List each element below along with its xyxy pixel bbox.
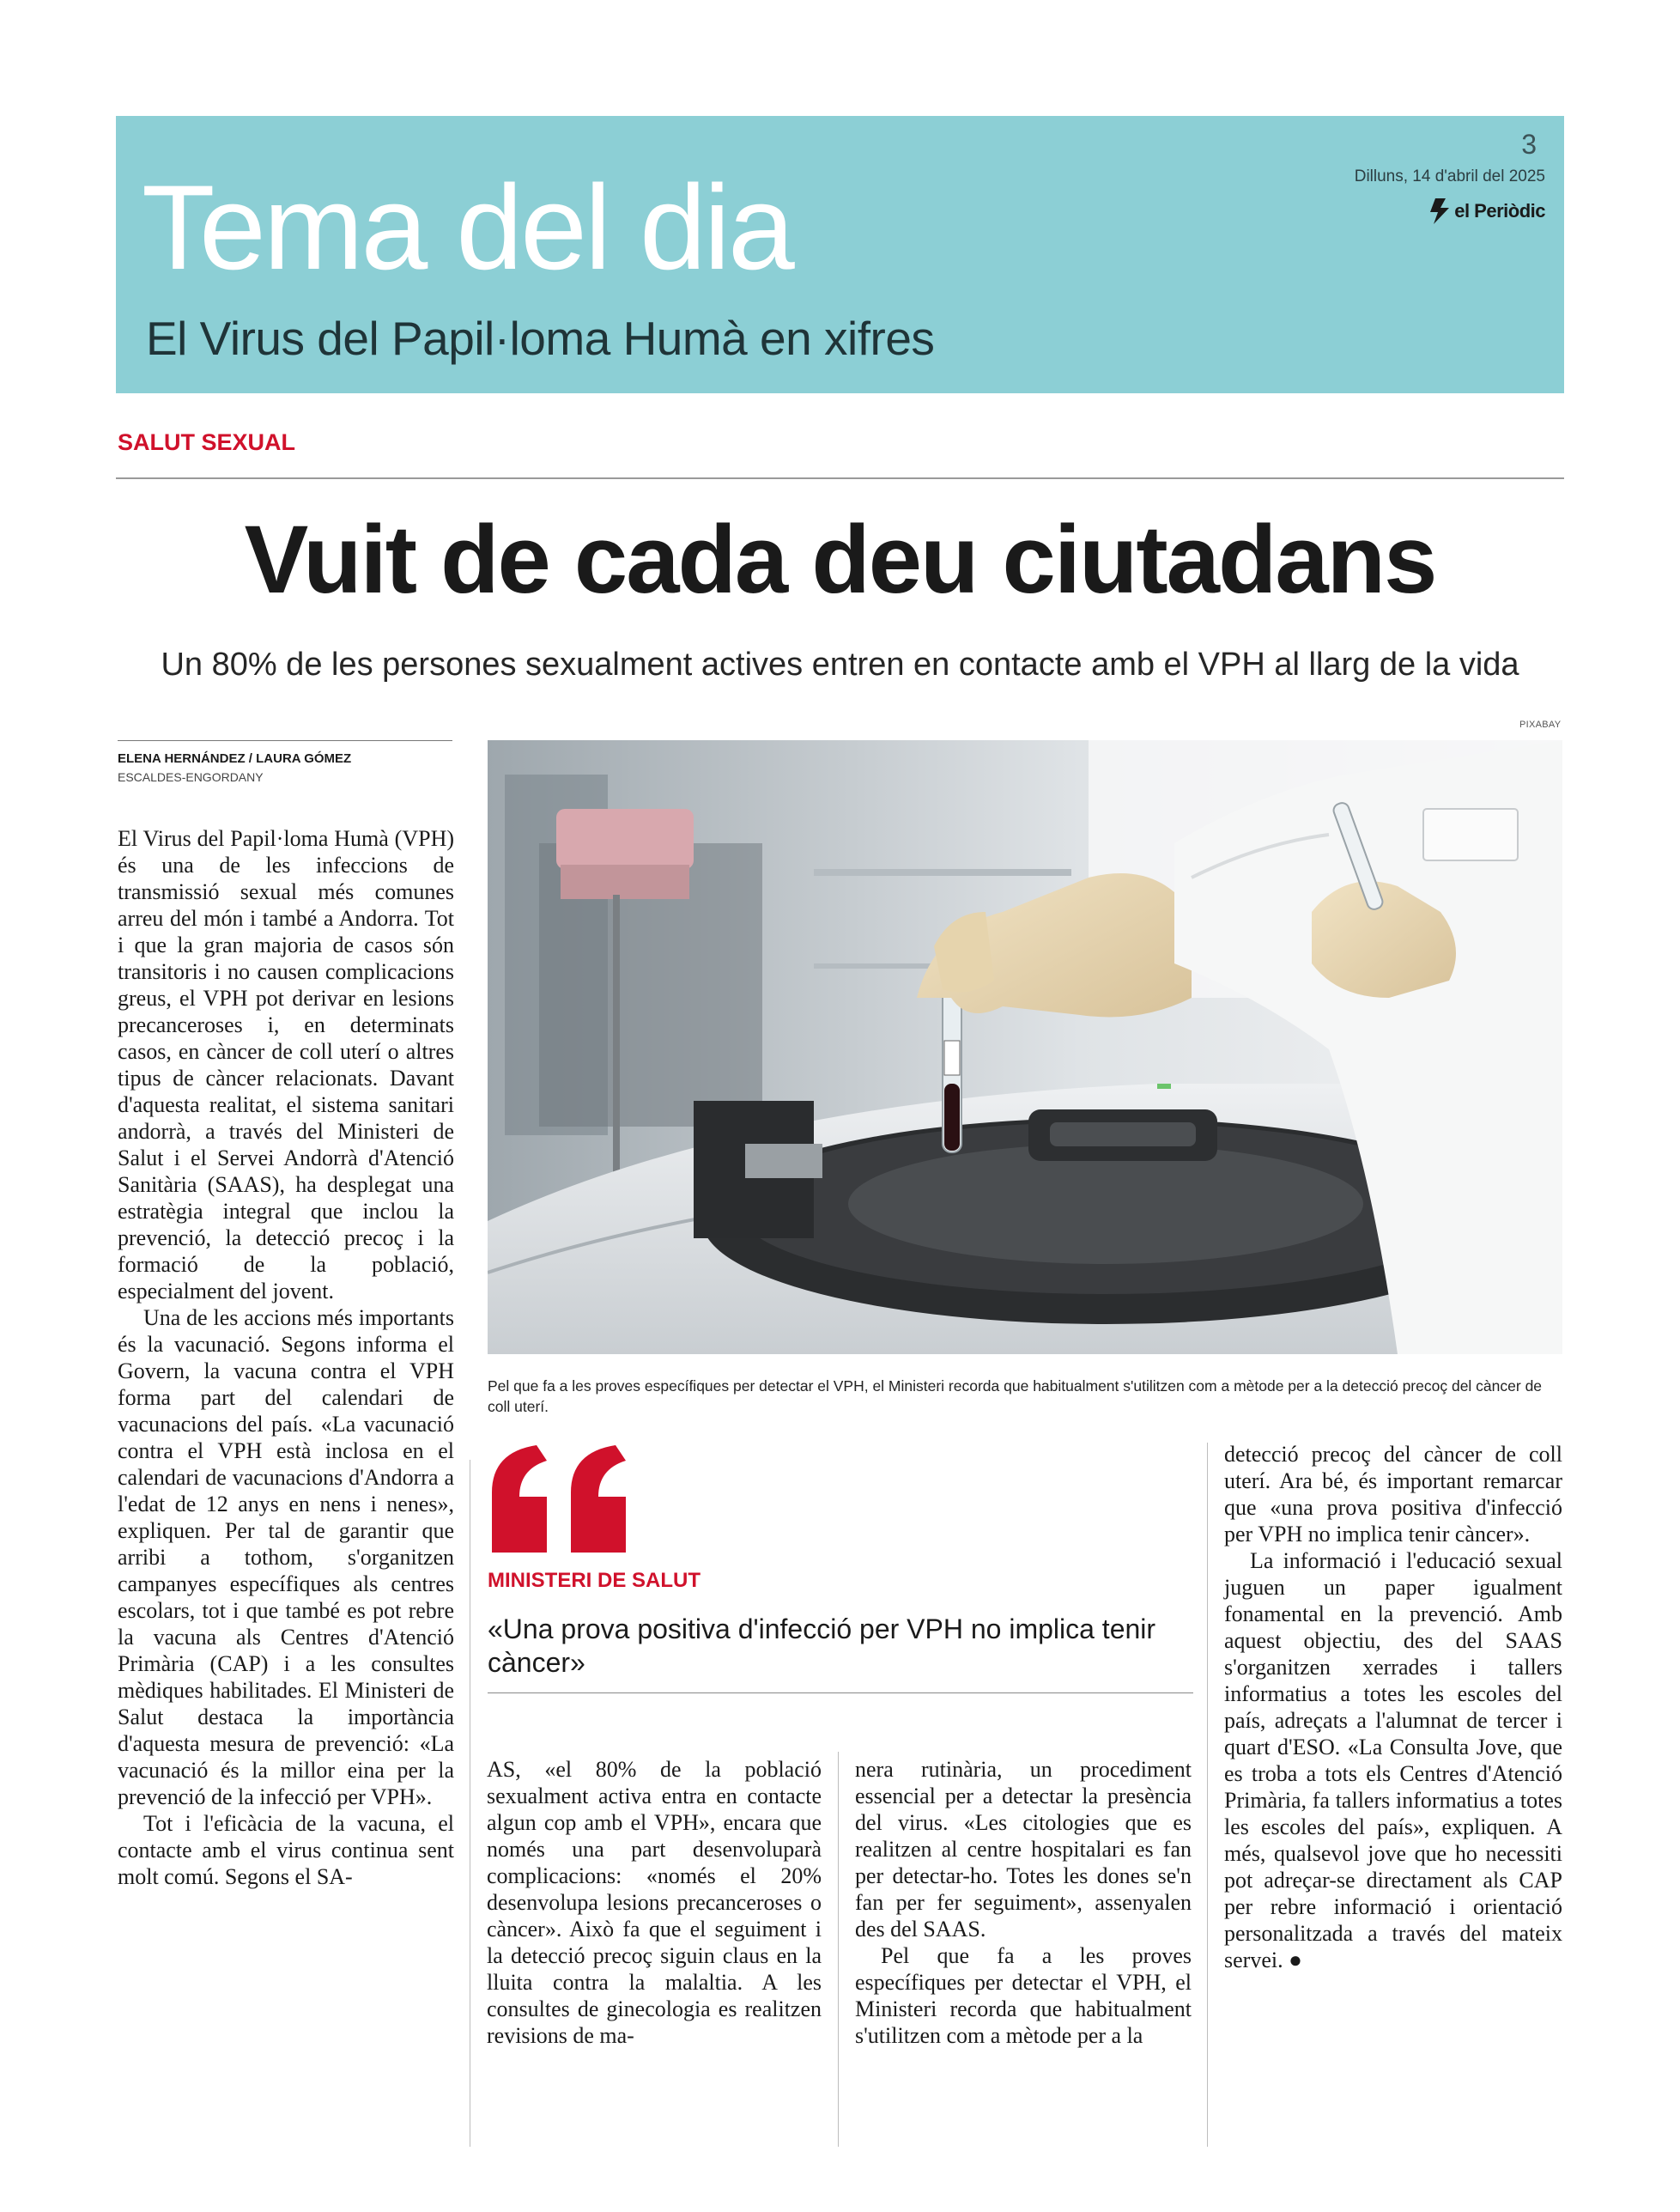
headline: Vuit de cada deu ciutadans [244,506,1436,613]
paragraph: El Virus del Papil·loma Humà (VPH) és una de les infeccions de transmissió sexual més comunes arreu del món i també a Andorra. Tot i que la gran majoria de casos són transitoris i no causen complicacions greus, el VPH pot derivar en lesions precanceroses i, en determinats casos, en càncer de coll uterí o altres tipus de càncer relacionats. Davant d'aquesta realitat, el sistema sanitari andorrà, a través del Ministeri de Salut i el Servei Andorrà d'Atenció Sanitària (SAAS), ha desplegat una estratègia integral que inclou la prevenció, la detecció precoç i la formació de la població, especialment del jovent. [118,826,454,1304]
divider [488,1692,1193,1693]
page-number: 3 [1521,129,1537,160]
logo-text: el Periòdic [1454,200,1545,222]
byline-divider [118,740,452,741]
section-title: Tema del dia [142,160,792,295]
subheadline: Un 80% de les persones sexualment actives entren en contacte amb el VPH al llarg de la vida [161,647,1519,683]
section-header-band [116,116,1564,393]
paragraph: AS, «el 80% de la població sexualment activa entra en contacte algun cop amb el VPH», encara que només una part desenvoluparà complicacions: «només el 20% desenvolupa lesions precanceroses o càncer». Això fa que el seguiment i la detecció precoç siguin claus en la lluita contra la malaltia. A les consultes de ginecologia es realitzen revisions de ma- [487,1757,822,2048]
photo-caption: Pel que fa a les proves específiques per detectar el VPH, el Ministeri recorda que habitualment s'utilitzen com a mètode per a la detecció precoç del càncer de coll uterí. [488,1377,1543,1415]
quotation-mark-icon [485,1445,640,1553]
byline-authors: ELENA HERNÁNDEZ / LAURA GÓMEZ [118,751,352,766]
section-subtitle: El Virus del Papil·loma Humà en xifres [146,312,935,365]
end-mark-icon: ● [1289,1948,1302,1972]
photo-credit: PIXABAY [1519,720,1562,730]
column-divider [838,1752,839,2147]
body-column-4 [1224,1441,1562,1973]
paragraph: Pel que fa a les proves específiques per detectar el VPH, el Ministeri recorda que habitualment s'utilitzen com a mètode per a la [855,1943,1192,2048]
divider [116,477,1564,479]
quote-source: MINISTERI DE SALUT [488,1569,701,1592]
body-column-2 [487,1756,822,2049]
paragraph: detecció precoç del càncer de coll uterí. Ara bé, és important remarcar que «una prova positiva d'infecció per VPH no implica tenir càncer». [1224,1442,1562,1547]
paragraph: nera rutinària, un procediment essencial per a detectar la presència del virus. «Les citologies que es realitzen al centre hospitalari es fan per detectar-ho. Totes les dones se'n fan per fer seguiment», assenyalen des del SAAS. [855,1757,1192,1942]
paragraph: Una de les accions més importants és la vacunació. Segons informa el Govern, la vacuna contra el VPH forma part del calendari de vacunacions del país. «La vacunació contra el VPH està inclosa en el calendari de vacunacions d'Andorra a l'edat de 12 anys en nens i nenes», expliquen. Per tal de garantir que arribi a tothom, s'organitzen campanyes específiques als centres escolars, tot i que també es pot rebre la vacuna als Centres d'Atenció Primària (CAP) i a les consultes mèdiques habilitades. El Ministeri de Salut destaca la importància d'aquesta mesura de prevenció: «La vacunació és la millor eina per la prevenció de la infecció per VPH». [118,1305,454,1809]
byline-location: ESCALDES-ENGORDANY [118,770,264,784]
newspaper-logo [1428,198,1545,224]
kicker: SALUT SEXUAL [118,429,296,455]
article-photo [488,740,1562,1354]
lightning-logo-icon [1428,198,1451,224]
pull-quote-text: «Una prova positiva d'infecció per VPH no implica tenir càncer» [488,1613,1156,1678]
paragraph: Tot i l'eficàcia de la vacuna, el contacte amb el virus continua sent molt comú. Segons el SA- [118,1811,454,1889]
body-column-3 [855,1756,1192,2049]
page-date: Dilluns, 14 d'abril del 2025 [1354,167,1545,185]
column-divider [1207,1443,1208,2147]
body-column-1 [118,825,454,1890]
paragraph [1224,1547,1562,1973]
paragraph-text: La informació i l'educació sexual juguen un paper igualment fonamental en la prevenció. Amb aquest objectiu, des del SAAS s'organitzen xerrades i tallers informatius a totes les escoles del país, adreçats a l'alumnat de tercer i quart d'ESO. «La Consulta Jove, que es troba a tots els Centres d'Atenció Primària, fa tallers informatius a totes les escoles del país», expliquen. A més, qualsevol jove que ho necessiti pot adreçar-se directament als CAP per rebre informació i orientació personalitzada a través del mateix servei. [1224,1548,1562,1972]
lab-test-tube-photo-icon [488,740,1562,1354]
